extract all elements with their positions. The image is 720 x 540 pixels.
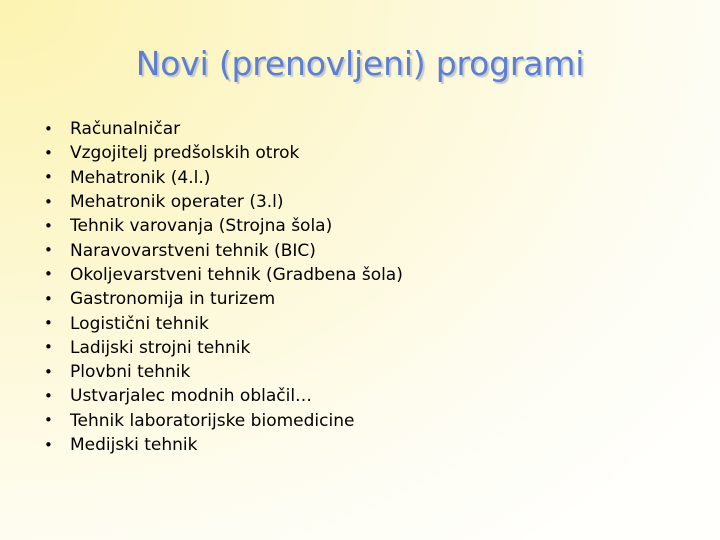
bullet-icon: • xyxy=(44,362,53,381)
list-item xyxy=(44,263,403,287)
list-item-label: Tehnik laboratorijske biomedicine xyxy=(70,410,355,431)
list-item-label: Ladijski strojni tehnik xyxy=(70,337,251,358)
list-item xyxy=(44,287,403,311)
program-list xyxy=(44,117,403,457)
list-item xyxy=(44,360,403,384)
list-item xyxy=(44,409,403,433)
bullet-icon: • xyxy=(44,143,53,162)
list-item xyxy=(44,141,403,165)
list-item-label: Mehatronik operater (3.l) xyxy=(70,192,284,213)
bullet-icon: • xyxy=(44,435,53,454)
bullet-icon: • xyxy=(44,314,53,333)
list-item xyxy=(44,311,403,335)
bullet-icon: • xyxy=(44,338,53,357)
list-item-label: Mehatronik (4.l.) xyxy=(70,167,211,188)
list-item-label: Medijski tehnik xyxy=(70,435,198,455)
list-item-label: Računalničar xyxy=(70,119,181,140)
list-item xyxy=(44,238,403,262)
list-item-label: Naravovarstveni tehnik (BIC) xyxy=(70,240,316,261)
list-item-label: Tehnik varovanja (Strojna šola) xyxy=(70,216,333,237)
list-item xyxy=(44,214,403,238)
bullet-icon: • xyxy=(44,265,53,284)
bullet-icon: • xyxy=(44,216,53,235)
list-item-label: Okoljevarstveni tehnik (Gradbena šola) xyxy=(70,264,403,285)
bullet-icon: • xyxy=(44,168,53,187)
list-item-label: Logistični tehnik xyxy=(70,313,209,334)
bullet-icon: • xyxy=(44,241,53,260)
bullet-icon: • xyxy=(44,119,53,138)
bullet-icon: • xyxy=(44,386,53,405)
list-item-label: Ustvarjalec modnih oblačil… xyxy=(70,386,313,407)
list-item xyxy=(44,384,403,408)
bullet-icon: • xyxy=(44,289,53,308)
list-item xyxy=(44,336,403,360)
list-item-label: Plovbni tehnik xyxy=(70,362,191,383)
bullet-icon: • xyxy=(44,192,53,211)
list-item-label: Gastronomija in turizem xyxy=(70,289,276,310)
list-item-label: Vzgojitelj predšolskih otrok xyxy=(70,143,300,164)
slide-title: Novi (prenovljeni) programi xyxy=(135,44,585,83)
list-item xyxy=(44,190,403,214)
list-item xyxy=(44,433,403,457)
bullet-icon: • xyxy=(44,411,53,430)
list-item xyxy=(44,166,403,190)
list-item xyxy=(44,117,403,141)
